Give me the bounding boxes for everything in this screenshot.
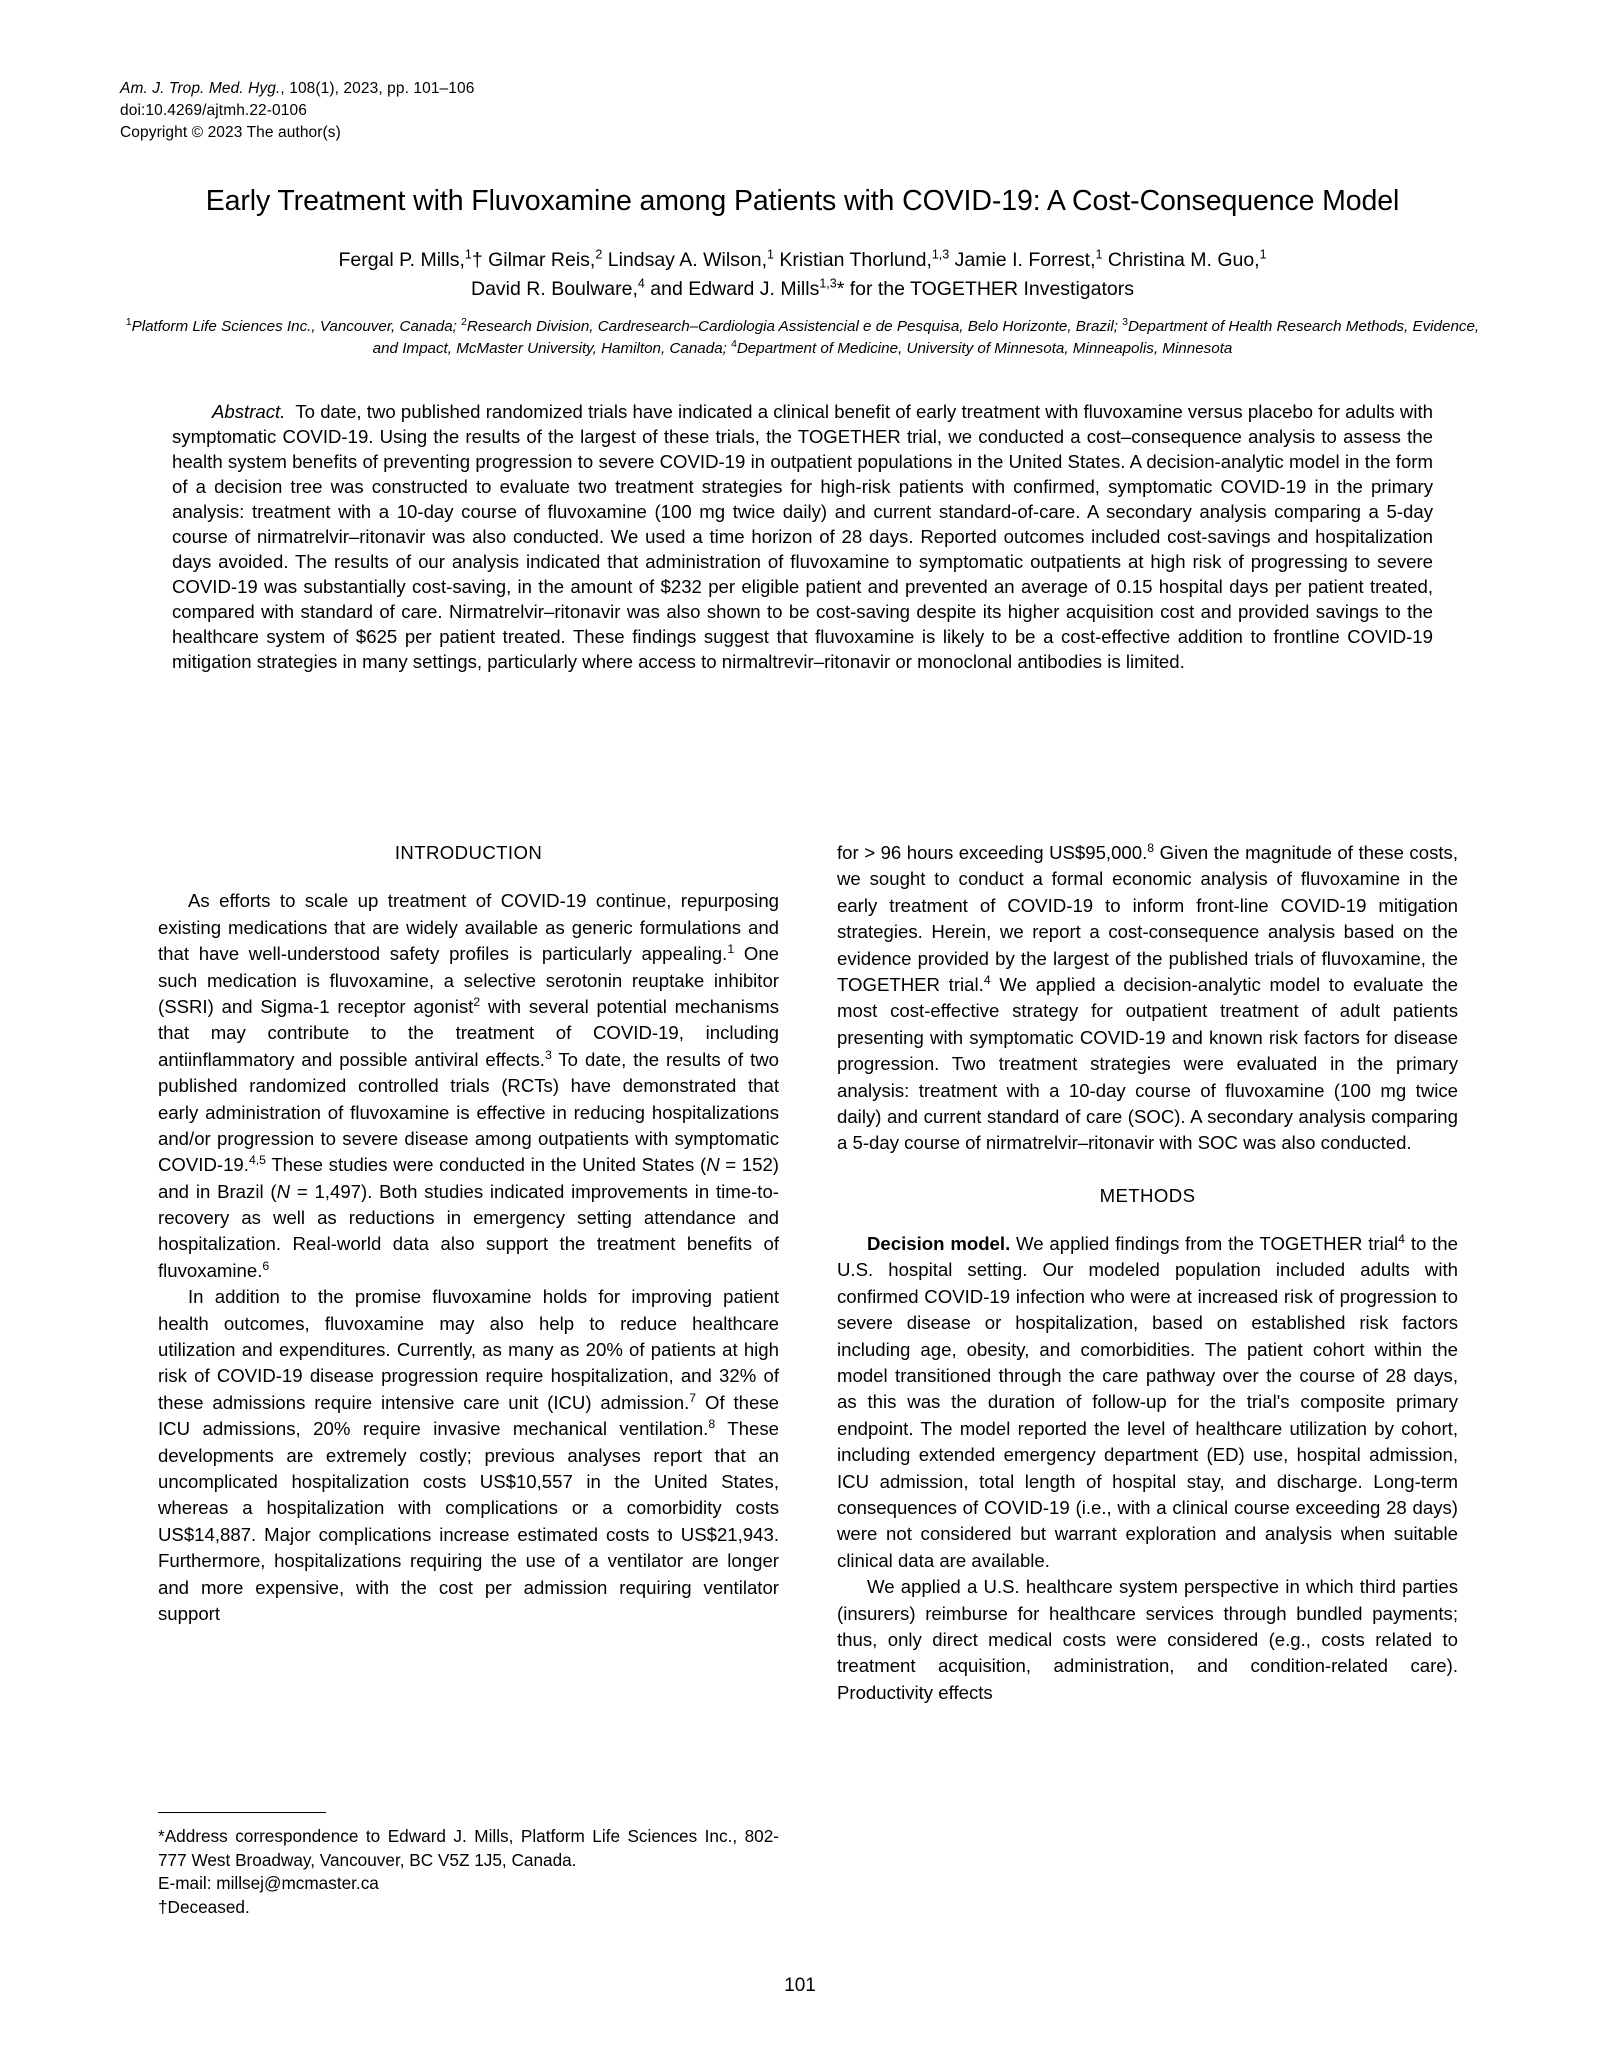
intro-paragraph-2: In addition to the promise fluvoxamine holds for improving patient health outcomes, fluvoxamine may also help to reduce healthcare utilization and expenditures. Currently, as many as 20% of patients at high risk of COVID-19 disease progression require hospitalization, and 32% of these admissions require intensive care unit (ICU) admission.$^7$ Of these ICU admissions, 20% require invasive mechanical ventilation.$^8$ These developments are extremely costly; previous analyses report that an uncomplicated hospitalization costs US$10,557 in the United States, whereas a hospitalization with complications or a comorbidity costs US$14,887. Major complications increase estimated costs to US$21,943. Furthermore, hospitalizations requiring the use of a ventilator are longer and more expensive, with the cost per admission requiring ventilator support bbox=[158, 1286, 779, 1624]
intro-paragraph-1: As efforts to scale up treatment of COVID-19 continue, repurposing existing medications that are widely available as generic formulations and that have well-understood safety profiles is particularly appealing.$^1$ One such medication is fluvoxamine, a selective serotonin reuptake inhibitor (SSRI) and Sigma-1 receptor agonist$^2$ with several potential mechanisms that may contribute to the treatment of COVID-19, including antiinflammatory and possible antiviral effects.$^3$ To date, the results of two published randomized controlled trials (RCTs) have demonstrated that early administration of fluvoxamine is effective in reducing hospitalizations and/or progression to severe disease among outpatients with symptomatic COVID-19.$^{4,5}$ These studies were conducted in the United States (N = 152) and in Brazil (N = 1,497). Both studies indicated improvements in time-to-recovery as well as reductions in emergency setting attendance and hospitalization. Real-world data also support the treatment benefits of fluvoxamine.$^6$ bbox=[158, 890, 780, 1281]
author-name: Fergal P. Mills, bbox=[338, 248, 465, 271]
journal-citation-detail: , 108(1), 2023, pp. 101–106 bbox=[280, 80, 475, 97]
affiliation-text: Platform Life Sciences Inc., Vancouver, Canada; bbox=[131, 318, 462, 336]
body-columns bbox=[158, 840, 1458, 1706]
author-affiliation-marker: 1 bbox=[767, 247, 774, 262]
reference-superscript: 2 bbox=[473, 994, 481, 1009]
journal-header bbox=[120, 78, 1485, 144]
author-name: Christina M. Guo, bbox=[1107, 248, 1260, 271]
reference-superscript: 4,5 bbox=[248, 1153, 266, 1168]
left-column bbox=[158, 840, 779, 1706]
article-title: Early Treatment with Fluvoxamine among Patients with COVID-19: A Cost-Consequence Model bbox=[205, 185, 1400, 217]
italic-run: N bbox=[276, 1180, 291, 1202]
abstract-text: To date, two published randomized trials have indicated a clinical benefit of early treatment with fluvoxamine versus placebo for adults with symptomatic COVID-19. Using the results of the largest of these trials, the TOGETHER trial, we conducted a cost–consequence analysis to assess the health system benefits of preventing progression to severe COVID-19 in outpatient populations in the United States. A decision-analytic model in the form of a decision tree was constructed to evaluate two treatment strategies for high-risk patients with confirmed, symptomatic COVID-19 in the primary analysis: treatment with a 10-day course of fluvoxamine (100 mg twice daily) and current standard-of-care. A secondary analysis comparing a 5-day course of nirmatrelvir–ritonavir was also conducted. We used a time horizon of 28 days. Reported outcomes included cost-savings and hospitalization days avoided. The results of our analysis indicated that administration of fluvoxamine to symptomatic outpatients at high risk of progressing to severe COVID-19 was substantially cost-saving, in the amount of $232 per eligible patient and prevented an average of 0.15 hospital days per patient treated, compared with standard of care. Nirmatrelvir–ritonavir was also shown to be cost-saving despite its higher acquisition cost and provided savings to the healthcare system of $625 per patient treated. These findings suggest that fluvoxamine is likely to be a cost-effective addition to frontline COVID-19 mitigation strategies in many settings, particularly where access to nirmaltrevir–ritonavir or monoclonal antibodies is limited. bbox=[172, 401, 1433, 673]
author-name: David R. Boulware, bbox=[471, 278, 638, 301]
author-name: Lindsay A. Wilson, bbox=[607, 248, 768, 271]
author-affiliation-marker: 1 bbox=[1259, 247, 1267, 262]
journal-name: Am. J. Trop. Med. Hyg. bbox=[120, 80, 281, 97]
author-affiliation-marker: 1 bbox=[464, 247, 472, 262]
methods-paragraph-1: Decision model. We applied findings from the TOGETHER trial$^4$ to the U.S. hospital setting. Our modeled population included adults with confirmed COVID-19 infection who were at increased risk of progression to severe disease or hospitalization, based on established risk factors including age, obesity, and comorbidities. The patient cohort within the model transitioned through the care pathway over the course of 28 days, as this was the duration of follow-up for the trial's composite primary endpoint. The model reported the level of healthcare utilization by cohort, including extended emergency department (ED) use, hospital admission, ICU admission, total length of hospital stay, and discharge. Long-term consequences of COVID-19 (i.e., with a clinical course exceeding 28 days) were not considered but warrant exploration and analysis when suitable clinical data are available. bbox=[837, 1231, 1458, 1571]
author-affiliation-marker: 1,3 bbox=[819, 276, 837, 291]
section-heading-methods: METHODS bbox=[1099, 1184, 1196, 1206]
author-name: Kristian Thorlund, bbox=[779, 248, 932, 271]
intro-paragraph-continuation: for > 96 hours exceeding US$95,000.$^8$ Given the magnitude of these costs, we sought to conduct a formal economic analysis of fluvoxamine in the early treatment of COVID-19 to inform front-line COVID-19 mitigation strategies. Herein, we report a cost-consequence analysis based on the evidence provided by the largest of the published trials of fluvoxamine, the TOGETHER trial.$^4$ We applied a decision-analytic model to evaluate the most cost-effective strategy for outpatient treatment of adult patients presenting with symptomatic COVID-19 and known risk factors for disease progression. Two treatment strategies were evaluated in the primary analysis: treatment with a 10-day course of fluvoxamine (100 mg twice daily) and current standard of care (SOC). A secondary analysis comparing a 5-day course of nirmatrelvir–ritonavir with SOC was also conducted. bbox=[837, 840, 1458, 1154]
reference-superscript: 4 bbox=[983, 972, 991, 987]
reference-superscript: 7 bbox=[689, 1390, 697, 1405]
affiliation-marker: 1 bbox=[125, 317, 132, 329]
affiliation-marker: 2 bbox=[461, 317, 467, 329]
doi-line: doi:10.4269/ajtmh.22-0106 bbox=[120, 102, 307, 119]
affiliation-text: Research Division, Cardresearch–Cardiologia Assistencial e de Pesquisa, Belo Horizonte, Brazil; bbox=[466, 318, 1123, 336]
affiliation-text: Department of Medicine, University of Minnesota, Minneapolis, Minnesota bbox=[736, 339, 1233, 357]
copyright-line: Copyright © 2023 The author(s) bbox=[120, 124, 341, 141]
author-affiliation-marker: 1,3 bbox=[931, 247, 950, 262]
methods-run-in-heading: Decision model. bbox=[867, 1233, 1011, 1255]
reference-superscript: 8 bbox=[708, 1417, 716, 1432]
reference-superscript: 4 bbox=[1398, 1231, 1405, 1246]
methods-paragraph-2: We applied a U.S. healthcare system perspective in which third parties (insurers) reimburse for healthcare services through bundled payments; thus, only direct medical costs were considered (e.g., costs related to treatment acquisition, administration, and condition-related care). Productivity effects bbox=[837, 1576, 1458, 1703]
author-line-2: David R. Boulware,$^4$ and Edward J. Mills$^{1,3}$* for the TOGETHER Investigators bbox=[471, 276, 1134, 301]
reference-superscript: 3 bbox=[544, 1047, 552, 1062]
author-list bbox=[120, 246, 1485, 305]
author-affiliation-marker: 2 bbox=[595, 247, 603, 262]
email-note[interactable]: E-mail: millsej@mcmaster.ca bbox=[158, 1873, 379, 1894]
author-line-1: Fergal P. Mills,$^1$† Gilmar Reis,$^2$ Lindsay A. Wilson,$^1$ Kristian Thorlund,$^{1,3}$ Jamie I. Forrest,$^1$ Christina M. Guo,$^1$ bbox=[338, 247, 1267, 271]
author-name: Edward J. Mills bbox=[688, 278, 820, 301]
right-column bbox=[837, 840, 1458, 1706]
page-number: 101 bbox=[784, 1975, 816, 1996]
affiliation-marker: 3 bbox=[1122, 317, 1128, 329]
author-name: Jamie I. Forrest, bbox=[954, 248, 1096, 271]
author-affiliation-marker: 4 bbox=[637, 276, 645, 291]
abstract-label: Abstract. bbox=[212, 401, 286, 423]
footnote-text bbox=[158, 1825, 779, 1920]
author-affiliation-marker: 1 bbox=[1095, 247, 1103, 262]
reference-superscript: 6 bbox=[262, 1258, 270, 1273]
abstract bbox=[172, 399, 1433, 674]
author-name: Gilmar Reis, bbox=[488, 248, 596, 271]
page-header-block bbox=[120, 78, 1485, 674]
correspondence-note: *Address correspondence to Edward J. Mills, Platform Life Sciences Inc., 802-777 West Broadway, Vancouver, BC V5Z 1J5, Canada. bbox=[158, 1826, 779, 1870]
footnote-divider bbox=[158, 1812, 326, 1813]
journal-citation-line bbox=[120, 78, 1485, 100]
section-heading-introduction: INTRODUCTION bbox=[394, 842, 543, 863]
affiliation-list bbox=[120, 316, 1485, 359]
footnote-block bbox=[158, 1812, 779, 1920]
reference-superscript: 8 bbox=[1147, 840, 1155, 855]
reference-superscript: 1 bbox=[727, 941, 735, 956]
affiliation-marker: 4 bbox=[731, 338, 737, 350]
deceased-note: †Deceased. bbox=[158, 1897, 250, 1918]
italic-run: N bbox=[706, 1154, 720, 1176]
affiliation-text: Department of Health Research Methods, Evidence, and Impact, McMaster University, Hamilton, Canada; bbox=[372, 318, 1480, 357]
